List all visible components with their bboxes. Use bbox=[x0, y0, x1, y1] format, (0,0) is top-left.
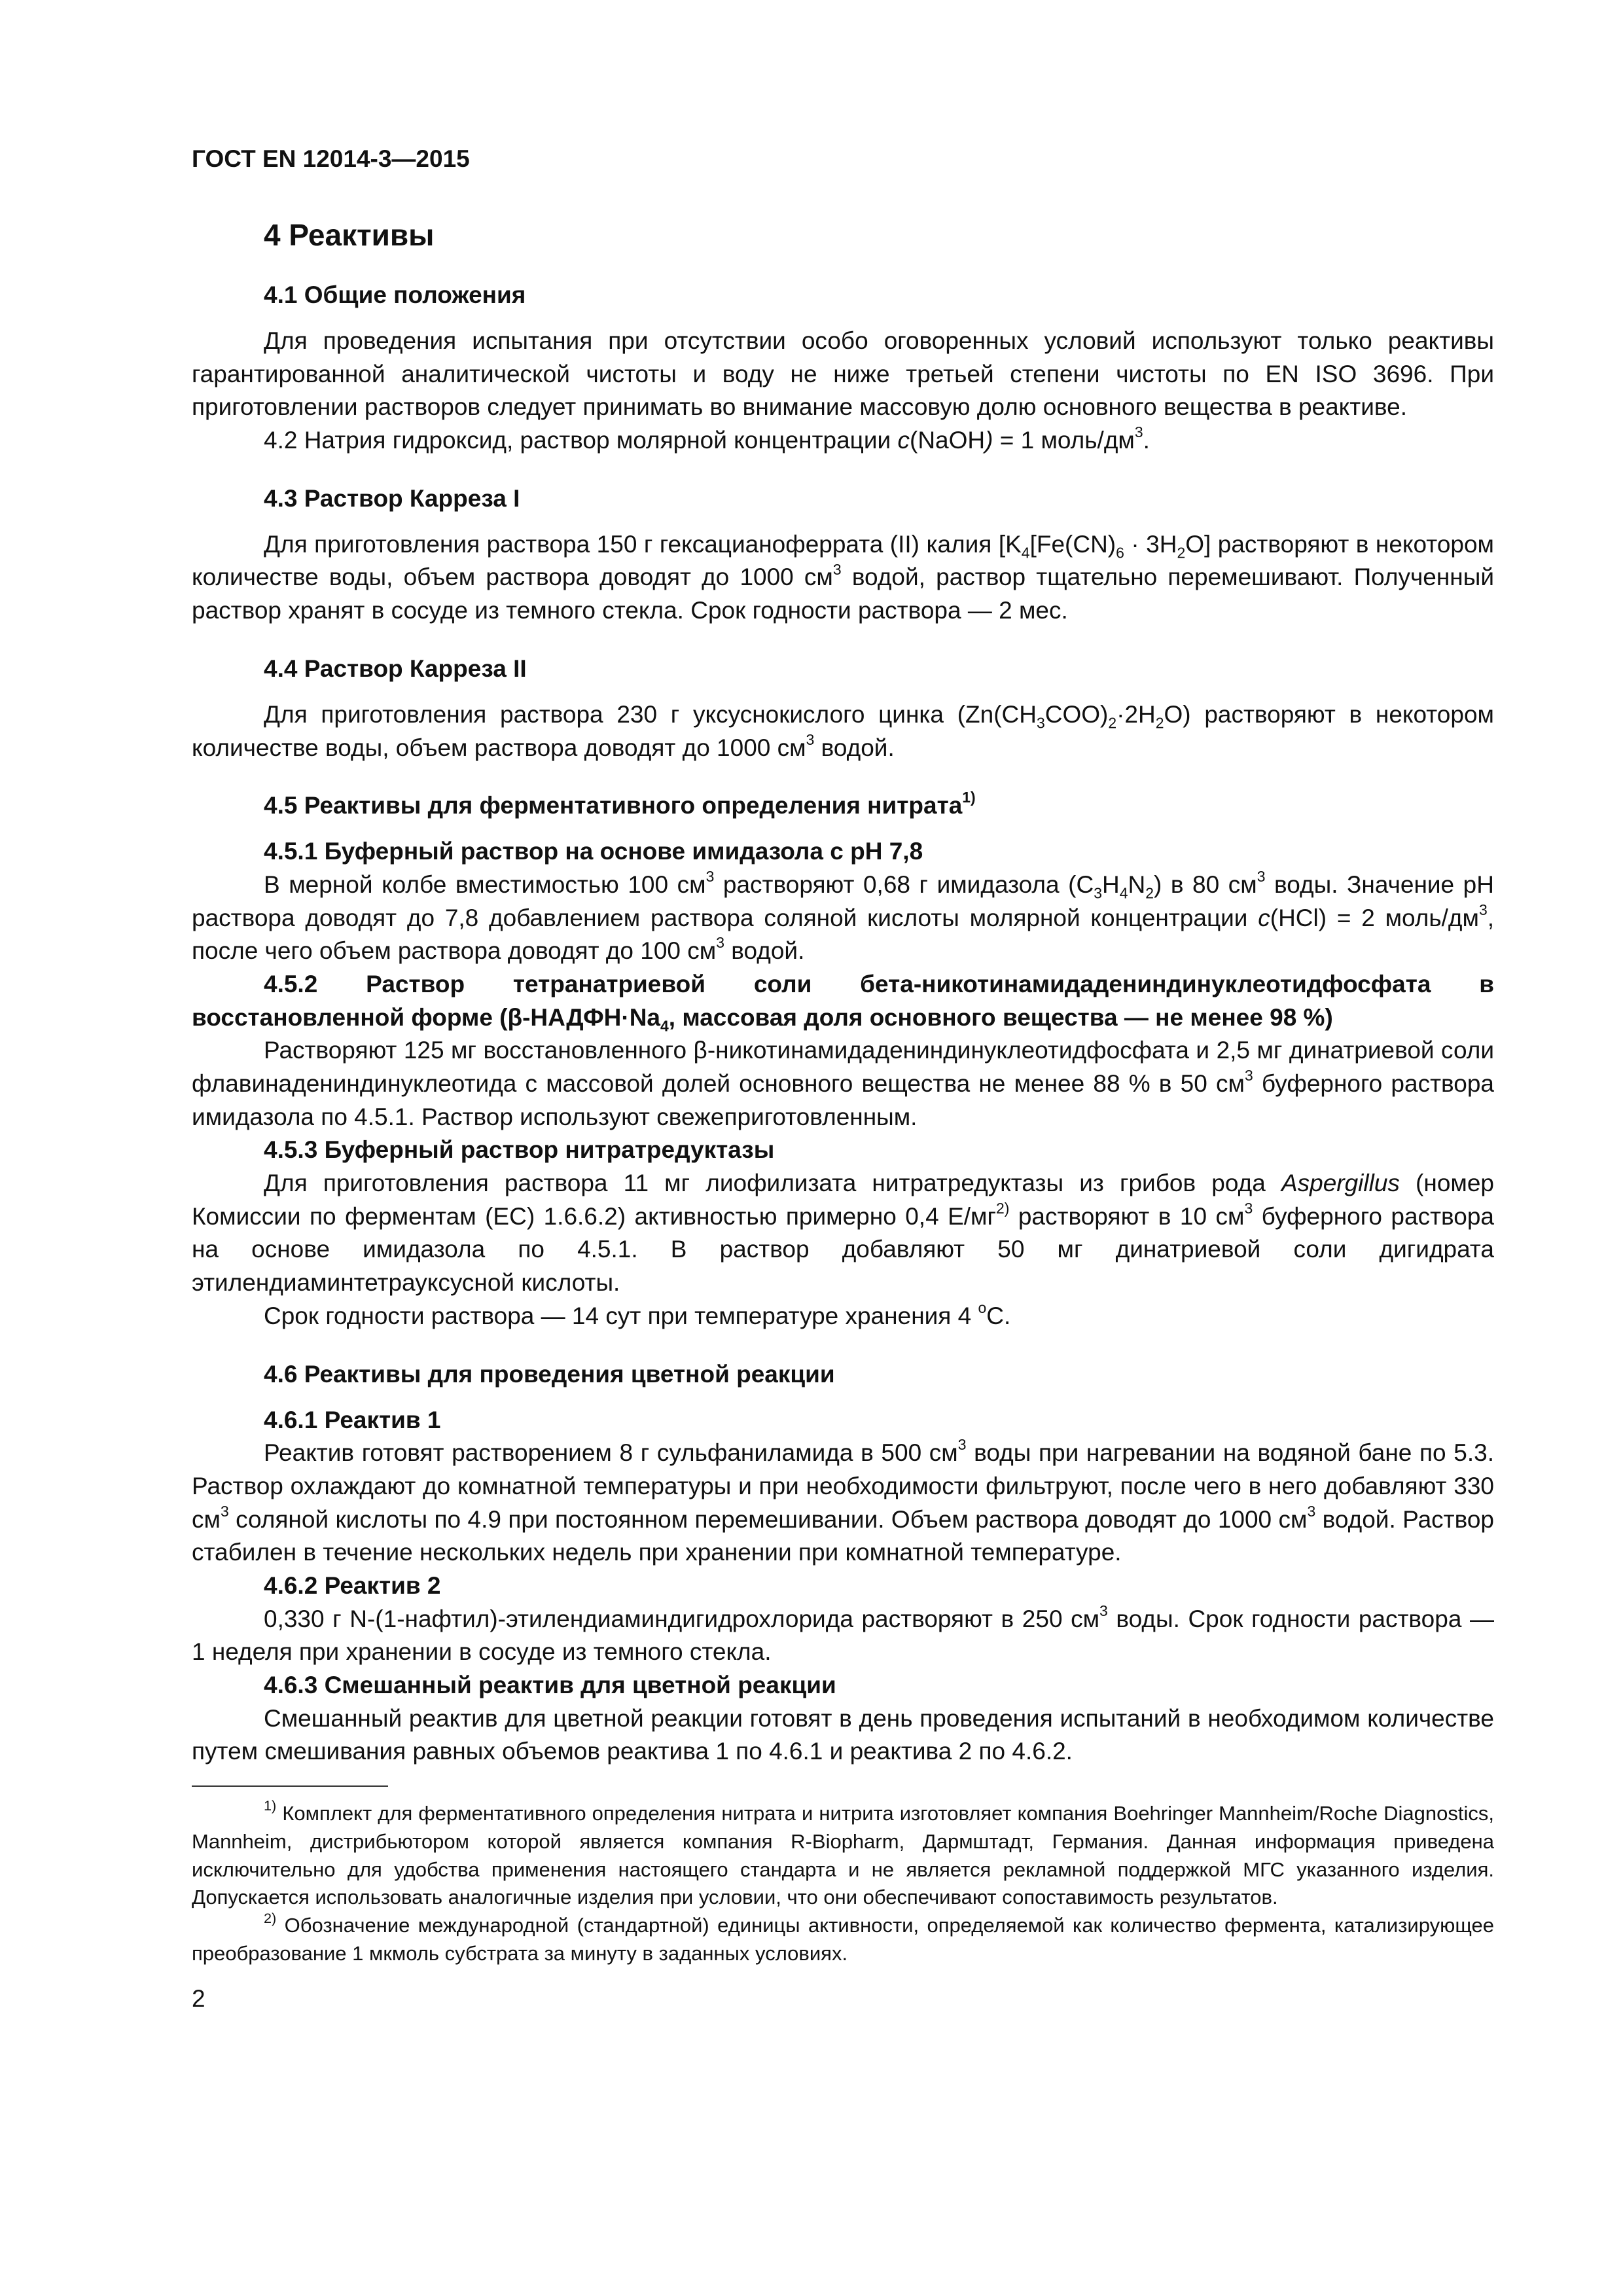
section-4-5-3-shelf-life: Срок годности раствора — 14 сут при температуре хранения 4 $^о$С. bbox=[264, 1299, 1011, 1329]
footnote-ref-1[interactable]: 1) bbox=[962, 789, 976, 806]
section-4-5-2-heading: 4.5.2 Раствор тетранатриевой соли бета-никотинамидадениндинуклеотидфосфата в восстановленной форме ($\beta-НАДФН\cdot Na_4$, массовая доля основного вещества — не менее 98 %) bbox=[192, 970, 1494, 1035]
section-4-5-3-paragraph: Для приготовления раствора 11 мг лиофилизата нитратредуктазы из грибов рода Aspergillus (номер Комиссии по ферментам (ЕС) 1.6.6.2) активностью примерно 0,4 $Е/мг^{2)}$ растворяют в 10 $см^3$ буферного раствора на основе имидазола по 4.5.1. В раствор добавляют 50 мг динатриевой соли дигидрата этилендиаминтетрауксусной кислоты. bbox=[192, 1170, 1494, 1297]
section-4-6-2-paragraph: 0,330 г N-(1-нафтил)-этилендиаминдигидрохлорида растворяют в 250 $см^3$ воды. Срок годности раствора — 1 неделя при хранении в сосуде из темного стекла. bbox=[192, 1602, 1494, 1666]
section-4-6-3-heading: 4.6.3 Смешанный реактив для цветной реакции bbox=[264, 1672, 836, 1698]
footnote-ref-2[interactable]: 2) bbox=[996, 1199, 1010, 1217]
section-4-6-1-heading: 4.6.1 Реактив 1 bbox=[264, 1406, 441, 1433]
section-4-2-paragraph: 4.2 Натрия гидроксид, раствор молярной концентрации c(NaOH) = 1 моль/$дм^3$. bbox=[264, 423, 1150, 454]
footnote-divider bbox=[192, 1785, 388, 1787]
section-4-1-paragraph: Для проведения испытания при отсутствии особо оговоренных условий используют только реактивы гарантированной аналитической чистоты и воду не ниже третьей степени чистоты по EN ISO 3696. При приготовлении растворов следует принимать во внимание массовую долю основного вещества в реактиве. bbox=[192, 327, 1494, 421]
section-4-4-paragraph: Для приготовления раствора 230 г уксуснокислого цинка $(Zn(CH_3COO)_2\cdot 2H_2O)$ растворяют в некотором количестве воды, объем раствора доводят до 1000 $см^3$ водой. bbox=[192, 700, 1494, 761]
document-id: ГОСТ EN 12014-3—2015 bbox=[192, 145, 470, 172]
footnote-2: $^{2)}$ Обозначение международной (стандартной) единицы активности, определяемой как количество фермента, катализирующее преобразование 1 мкмоль субстрата за минуту в заданных условиях. bbox=[192, 1909, 1494, 1965]
section-4-5-2-paragraph: Растворяют 125 мг восстановленного β-никотинамидадениндинуклеотидфосфата и 2,5 мг динатриевой соли флавинадениндинуклеотида с массовой долей основного вещества не менее 88 % в 50 $см^3$ буферного раствора имидазола по 4.5.1. Раствор используют свежеприготовленным. bbox=[192, 1037, 1495, 1130]
footnote-1: $^{1)}$ Комплект для ферментативного определения нитрата и нитрита изготовляет компания Boehringer Mannheim/Roche Diagnostics, Mannheim, дистрибьютором которой является компания R-Biopharm, Дармштадт, Германия. Данная информация приведена исключительно для удобства применения настоящего стандарта и не является рекламной поддержкой МГС указанного изделия. Допускается использовать аналогичные изделия при условии, что они обеспечивают сопоставимость результатов. bbox=[192, 1797, 1494, 1909]
page-number: 2 bbox=[192, 1984, 205, 2012]
section-4-3-heading: 4.3 Раствор Карреза I bbox=[264, 484, 520, 512]
section-4-5-1-paragraph: В мерной колбе вместимостью 100 $см^3$ растворяют 0,68 г имидазола $(C_3H_4N_2)$ в 80 $см^3$ воды. Значение pH раствора доводят до 7,8 добавлением раствора соляной кислоты молярной концентрации c(HCl) = 2 моль/$дм^3$, после чего объем раствора доводят до 100 $см^3$ водой. bbox=[192, 868, 1495, 965]
section-4-5-1-heading: 4.5.1 Буферный раствор на основе имидазола с pH 7,8 bbox=[264, 838, 923, 865]
section-4-4-heading: 4.4 Раствор Карреза II bbox=[264, 655, 527, 682]
section-4-6-1-paragraph: Реактив готовят растворением 8 г сульфаниламида в 500 $см^3$ воды при нагревании на водяной бане по 5.3. Раствор охлаждают до комнатной температуры и при необходимости фильтруют, после чего в него добавляют 330 $см^3$ соляной кислоты по 4.9 при постоянном перемешивании. Объем раствора доводят до 1000 $см^3$ водой. Раствор стабилен в течение нескольких недель при хранении при комнатной температуре. bbox=[192, 1436, 1494, 1566]
section-4-5-3-heading: 4.5.3 Буферный раствор нитратредуктазы bbox=[264, 1136, 775, 1164]
section-4-1-heading: 4.1 Общие положения bbox=[264, 281, 526, 308]
section-4-5-heading: 4.5 Реактивы для ферментативного определения нитрата$^{1)}$ bbox=[264, 789, 976, 819]
section-4-3-paragraph: Для приготовления раствора 150 г гексацианоферрата (II) калия [$K_4[Fe(CN)_6 \cdot 3H_2O]$ растворяют в некотором количестве воды, объем раствора доводят до 1000 $см^3$ водой, раствор тщательно перемешивают. Полученный раствор хранят в сосуде из темного стекла. Срок годности раствора — 2 мес. bbox=[192, 530, 1494, 624]
section-4-heading: 4 Реактивы bbox=[264, 218, 435, 252]
section-4-6-3-paragraph: Смешанный реактив для цветной реакции готовят в день проведения испытаний в необходимом количестве путем смешивания равных объемов реактива 1 по 4.6.1 и реактива 2 по 4.6.2. bbox=[192, 1704, 1494, 1765]
section-4-6-2-heading: 4.6.2 Реактив 2 bbox=[264, 1571, 441, 1599]
section-4-6-heading: 4.6 Реактивы для проведения цветной реакции bbox=[264, 1360, 835, 1388]
document-page bbox=[192, 145, 1494, 2013]
